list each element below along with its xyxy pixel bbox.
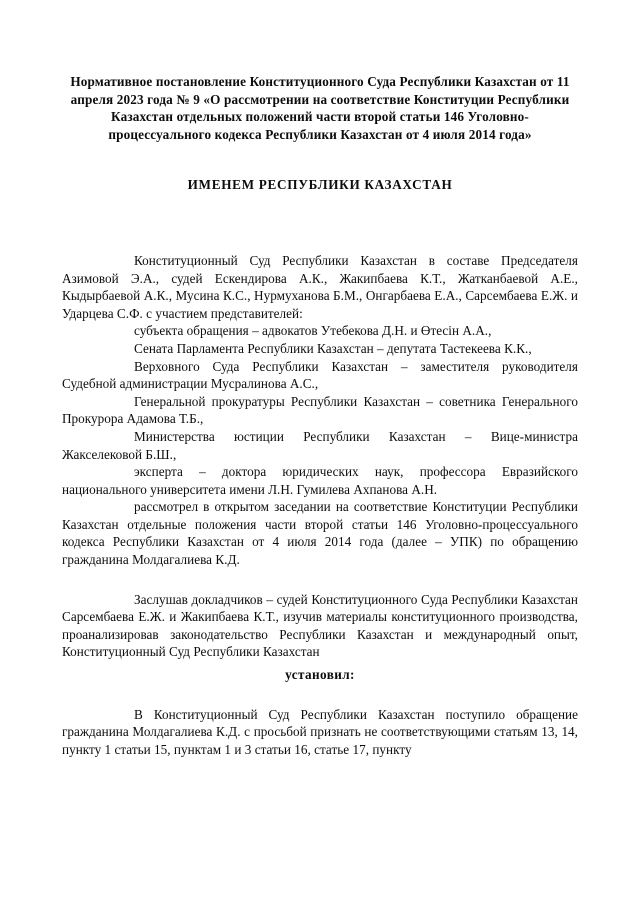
by-name-of-republic-heading: ИМЕНЕМ РЕСПУБЛИКИ КАЗАХСТАН [187,177,453,193]
representative-prosecutor-general: Генеральной прокуратуры Республики Казахстан – советника Генерального Прокурора Адамова Т.Б., [62,393,578,427]
heard-rapporteurs-paragraph: Заслушав докладчиков – судей Конституционного Суда Республики Казахстан Сарсембаева Е.Ж. и Жакипбаева К.Т., изучив материалы конституционного производства, проанализировав законодательство Республики Казахстан и международный опыт, Конституционный Суд Республики Казахстан [62,591,578,660]
representative-subject-of-appeal: субъекта обращения – адвокатов Утебекова Д.Н. и Өтесін А.А., [134,323,492,339]
ruling-verb-heading: установил: [285,667,355,683]
document-content-column [62,0,578,758]
representative-senate: Сената Парламента Республики Казахстан – депутата Тастекеева К.К., [134,340,532,356]
representative-supreme-court: Верховного Суда Республики Казахстан – заместителя руководителя Судебной администрации Мусралинова А.С., [62,358,578,392]
court-composition-paragraph: Конституционный Суд Республики Казахстан в составе Председателя Азимовой Э.А., судей Ескендирова А.К., Жакипбаева К.Т., Жатканбаевой А.Е., Кыдырбаевой А.К., Мусина К.С., Нурмуханова Б.М., Онгарбаева Е.А., Сарсембаева Е.Ж. и Ударцева С.Ф. с участием представителей: [62,252,578,321]
appeal-received-paragraph: В Конституционный Суд Республики Казахстан поступило обращение гражданина Молдагалиева К.Д. с просьбой признать не соответствующими статьям 13, 14, пункту 1 статьи 15, пунктам 1 и 3 статьи 16, статье 17, пункту [62,706,578,757]
representative-expert: эксперта – доктора юридических наук, профессора Евразийского национального университета имени Л.Н. Гумилева Ахпанова А.Н. [62,464,578,497]
representative-ministry-of-justice: Министерства юстиции Республики Казахстан – Вице-министра Жакселековой Б.Ш., [62,428,578,462]
document-title: Нормативное постановление Конституционного Суда Республики Казахстан от 11 апреля 2023 года № 9 «О рассмотрении на соответствие Конституции Республики Казахстан отдельных положений части второй статьи 146 Уголовно-процессуального кодекса Республики Казахстан от 4 июля 2014 года» [70,74,570,142]
considered-in-open-session-paragraph: рассмотрел в открытом заседании на соответствие Конституции Республики Казахстан отдельные положения части второй статьи 146 Уголовно-процессуального кодекса Республики Казахстан от 4 июля 2014 года (далее – УПК) по обращению гражданина Молдагалиева К.Д. [62,499,578,568]
